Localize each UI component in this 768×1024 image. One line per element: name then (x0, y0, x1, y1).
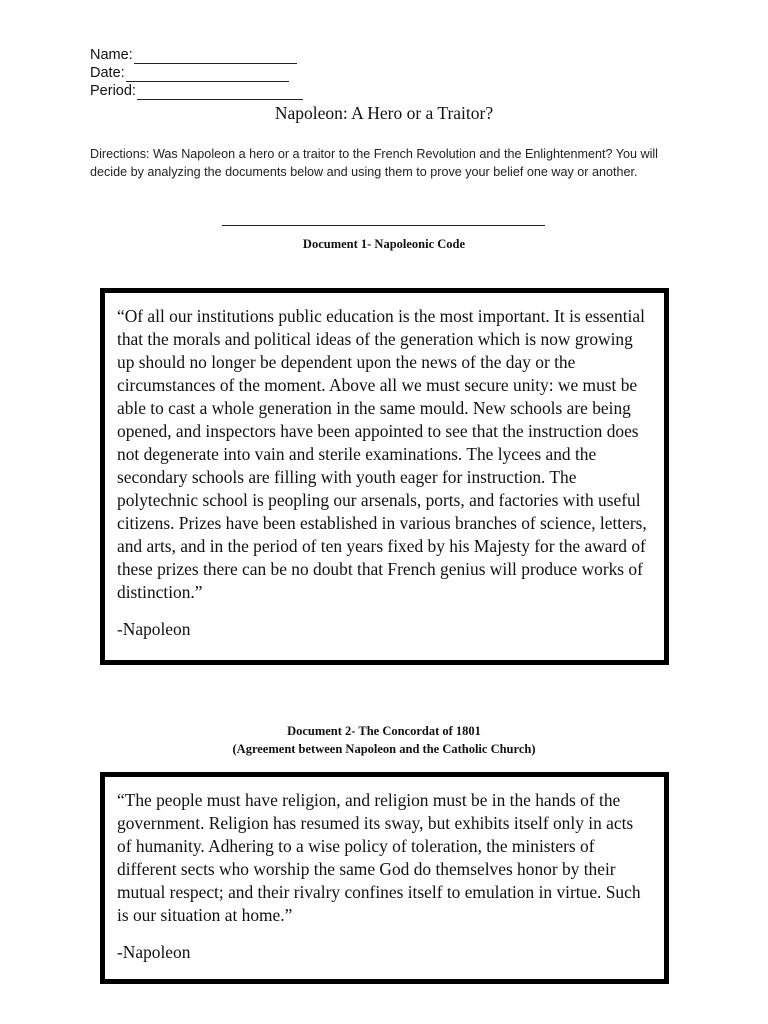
document-1-heading (0, 235, 768, 253)
document-1-quote-box (100, 288, 669, 665)
name-field (90, 46, 303, 64)
period-blank-line (137, 86, 303, 100)
date-field (90, 64, 303, 82)
date-blank-line (126, 68, 289, 82)
document-2-heading (0, 722, 768, 758)
document-2-attribution: -Napoleon (117, 942, 191, 962)
document-1-quote: “Of all our institutions public education is the most important. It is essential that the morals and political ideas of the generation which is now growing up should no longer be dependent upon the news of the day or the circumstances of the moment. Above all we must secure unity: we must be able to cast a whole generation in the same mould. New schools are being opened, and inspectors have been appointed to see that the instruction does not degenerate into vain and sterile examinations. The lycees and the secondary schools are filling with youth eager for instruction. The polytechnic school is peopling our arsenals, ports, and factories with useful citizens. Prizes have been established in various branches of science, letters, and arts, and in the period of ten years fixed by his Majesty for the award of these prizes there can be no doubt that French genius will produce works of distinction.” (117, 306, 647, 602)
period-label: Period: (90, 83, 136, 99)
name-blank-line (134, 50, 297, 64)
document-2-quote: “The people must have religion, and religion must be in the hands of the government. Religion has resumed its sway, but exhibits itself only in acts of humanity. Adhering to a wise policy of toleration, the ministers of different sects who worship the same God do themselves honor by their mutual respect; and their rivalry confines itself to emulation in virtue. Such is our situation at home.” (117, 790, 641, 925)
date-label: Date: (90, 65, 125, 81)
document-2-title: Document 2- The Concordat of 1801 (287, 724, 481, 738)
document-1-attribution: -Napoleon (117, 619, 191, 639)
page-title: Napoleon: A Hero or a Traitor? (274, 103, 494, 123)
student-info-fields (90, 46, 303, 100)
document-1-title: Document 1- Napoleonic Code (302, 237, 466, 251)
period-field (90, 82, 303, 100)
document-2-quote-box (100, 772, 669, 984)
section-divider (222, 225, 545, 226)
document-2-subtitle: (Agreement between Napoleon and the Catholic Church) (232, 742, 536, 756)
directions-text: Directions: Was Napoleon a hero or a traitor to the French Revolution and the Enlightenment? You will decide by analyzing the documents below and using them to prove your belief one way or another. (90, 147, 658, 179)
name-label: Name: (90, 47, 133, 63)
